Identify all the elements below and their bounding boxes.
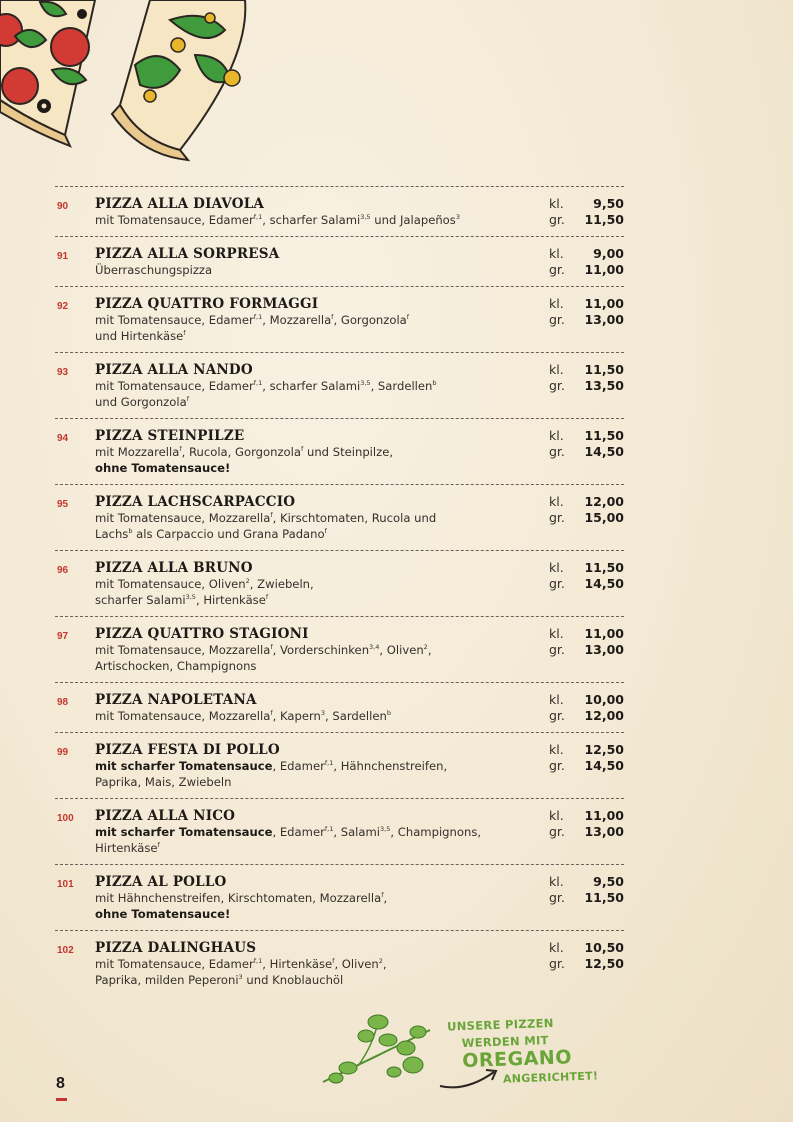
item-name: PIZZA QUATTRO FORMAGGI [95,296,319,312]
menu-item [55,682,624,732]
item-description: mit Tomatensauce, Edamer$^{f,1}$, Mozzarella$^f$, Gorgonzola$^f$ und Hirtenkäse$^f$ [95,313,410,343]
price-small: 10,50 [584,940,624,955]
size-large-label: gr. [549,510,565,525]
menu-item [55,418,624,484]
item-description: mit Mozzarella$^f$, Rucola, Gorgonzola$^f$ und Steinpilze, ohne Tomatensauce! [95,445,394,475]
item-number: 97 [57,631,69,642]
pizza-slice-illustration [0,0,260,170]
item-prices [549,808,624,840]
price-small: 12,00 [584,494,624,509]
menu-item [55,930,624,996]
item-name: PIZZA AL POLLO [95,874,227,890]
size-large-label: gr. [549,312,565,327]
size-large-label: gr. [549,212,565,227]
size-small-label: kl. [549,874,564,889]
item-prices [549,494,624,526]
size-small-label: kl. [549,362,564,377]
item-description: mit Hähnchenstreifen, Kirschtomaten, Mozzarella$^f$, ohne Tomatensauce! [95,891,388,921]
price-small: 9,50 [593,196,624,211]
item-name: PIZZA ALLA BRUNO [95,560,253,576]
size-large-label: gr. [549,758,565,773]
menu-item [55,798,624,864]
menu-item [55,236,624,286]
price-large: 14,50 [584,758,624,773]
item-prices [549,196,624,228]
price-large: 13,50 [584,378,624,393]
item-description: mit Tomatensauce, Mozzarella$^f$, Vorderschinken$^{3,4}$, Oliven$^2$, Artischocken, Champignons [95,643,432,673]
item-prices [549,874,624,906]
size-large-label: gr. [549,708,565,723]
item-prices [549,246,624,278]
page-number-underline [56,1098,67,1101]
item-prices [549,742,624,774]
item-description: mit scharfer Tomatensauce, Edamer$^{f,1}$, Hähnchenstreifen, Paprika, Mais, Zwiebeln [95,759,448,789]
oregano-note-line2a: WERDEN MIT [461,1033,549,1051]
price-small: 11,50 [584,362,624,377]
price-large: 15,00 [584,510,624,525]
item-number: 100 [57,813,74,824]
price-small: 11,00 [584,808,624,823]
item-prices [549,940,624,972]
menu-item [55,484,624,550]
size-small-label: kl. [549,808,564,823]
item-name: PIZZA ALLA NANDO [95,362,253,378]
item-description: mit Tomatensauce, Mozzarella$^f$, Kapern$^3$, Sardellen$^b$ [95,709,391,723]
item-number: 96 [57,565,69,576]
size-small-label: kl. [549,246,564,261]
item-name: PIZZA STEINPILZE [95,428,245,444]
item-number: 102 [57,945,74,956]
price-large: 13,00 [584,824,624,839]
item-name: PIZZA LACHSCARPACCIO [95,494,296,510]
size-large-label: gr. [549,576,565,591]
item-description: mit Tomatensauce, Edamer$^{f,1}$, scharfer Salami$^{3,5}$, Sardellen$^b$ und Gorgonzola$^f$ [95,379,437,409]
item-name: PIZZA ALLA NICO [95,808,236,824]
size-large-label: gr. [549,262,565,277]
size-small-label: kl. [549,428,564,443]
price-small: 11,00 [584,296,624,311]
item-number: 99 [57,747,69,758]
price-small: 11,00 [584,626,624,641]
menu-item [55,732,624,798]
item-name: PIZZA FESTA DI POLLO [95,742,280,758]
menu-item [55,864,624,930]
size-small-label: kl. [549,494,564,509]
item-description: Überraschungspizza [95,263,213,277]
price-large: 13,00 [584,642,624,657]
item-number: 95 [57,499,69,510]
pizza-menu-list [55,186,624,996]
size-large-label: gr. [549,890,565,905]
price-small: 11,50 [584,560,624,575]
price-large: 14,50 [584,576,624,591]
size-small-label: kl. [549,940,564,955]
size-small-label: kl. [549,692,564,707]
size-small-label: kl. [549,196,564,211]
item-number: 90 [57,201,69,212]
item-prices [549,362,624,394]
item-prices [549,428,624,460]
item-description: mit Tomatensauce, Edamer$^{f,1}$, scharfer Salami$^{3,5}$ und Jalapeños$^3$ [95,213,460,227]
menu-item [55,550,624,616]
item-description: mit Tomatensauce, Mozzarella$^f$, Kirschtomaten, Rucola und Lachs$^b$ als Carpaccio und Grana Padano$^f$ [95,511,437,541]
item-description: mit Tomatensauce, Edamer$^{f,1}$, Hirtenkäse$^f$, Oliven$^2$, Paprika, milden Peperoni$^3$ und Knoblauchöl [95,957,387,987]
item-prices [549,296,624,328]
item-prices [549,560,624,592]
item-number: 101 [57,879,74,890]
price-large: 12,50 [584,956,624,971]
price-large: 13,00 [584,312,624,327]
size-small-label: kl. [549,742,564,757]
size-large-label: gr. [549,642,565,657]
item-number: 98 [57,697,69,708]
size-large-label: gr. [549,444,565,459]
size-large-label: gr. [549,378,565,393]
item-description: mit Tomatensauce, Oliven$^2$, Zwiebeln, scharfer Salami$^{3,5}$, Hirtenkäse$^f$ [95,577,314,607]
menu-item [55,286,624,352]
item-name: PIZZA NAPOLETANA [95,692,257,708]
price-large: 11,50 [584,890,624,905]
item-name: PIZZA ALLA SORPRESA [95,246,280,262]
price-large: 11,50 [584,212,624,227]
page-number: 8 [56,1075,65,1092]
menu-item [55,186,624,236]
item-name: PIZZA ALLA DIAVOLA [95,196,265,212]
size-small-label: kl. [549,626,564,641]
item-number: 93 [57,367,69,378]
size-large-label: gr. [549,824,565,839]
item-number: 92 [57,301,69,312]
menu-item [55,616,624,682]
item-description: mit scharfer Tomatensauce, Edamer$^{f,1}$, Salami$^{3,5}$, Champignons, Hirtenkäse$^f$ [95,825,482,855]
oregano-note-line1: UNSERE PIZZEN [446,1015,554,1034]
price-small: 9,50 [593,874,624,889]
oregano-note-line3: ANGERICHTET! [502,1069,599,1086]
size-small-label: kl. [549,560,564,575]
menu-item [55,352,624,418]
item-name: PIZZA QUATTRO STAGIONI [95,626,309,642]
price-small: 11,50 [584,428,624,443]
price-small: 9,00 [593,246,624,261]
curved-arrow-icon [436,1062,516,1094]
item-name: PIZZA DALINGHAUS [95,940,257,956]
price-small: 12,50 [584,742,624,757]
price-large: 11,00 [584,262,624,277]
price-large: 12,00 [584,708,624,723]
oregano-word: OREGANO [461,1046,573,1073]
item-number: 94 [57,433,69,444]
item-number: 91 [57,251,69,262]
price-small: 10,00 [584,692,624,707]
oregano-sprig-illustration [318,1010,438,1090]
price-large: 14,50 [584,444,624,459]
item-prices [549,692,624,724]
size-large-label: gr. [549,956,565,971]
size-small-label: kl. [549,296,564,311]
item-prices [549,626,624,658]
